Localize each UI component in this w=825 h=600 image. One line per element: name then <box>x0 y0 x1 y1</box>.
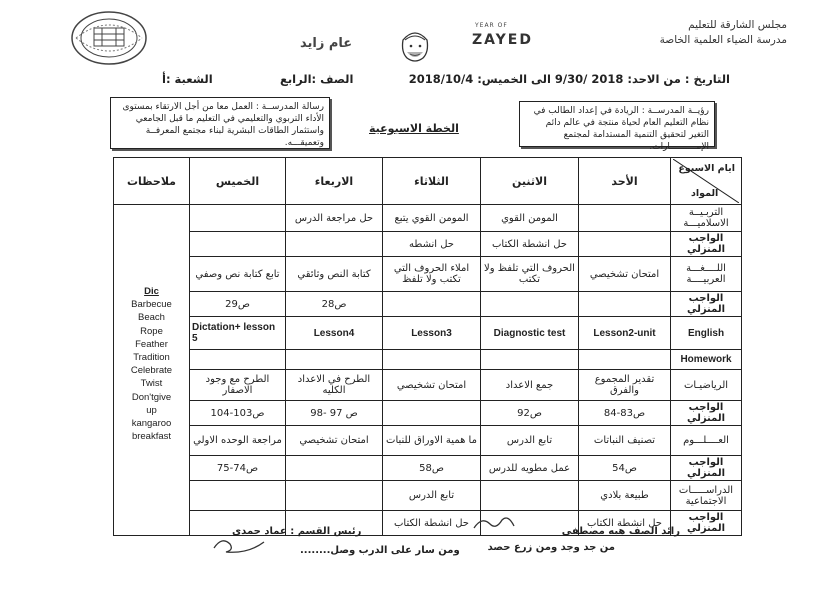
lesson-cell <box>579 205 671 232</box>
lesson-cell: املاء الحروف التي تكتب ولا تلفظ <box>383 257 481 292</box>
homework-label: الواجب المنزلي <box>671 456 742 481</box>
school-logo <box>70 10 148 66</box>
homework-cell <box>383 350 481 370</box>
lesson-cell: امتحان تشخيصي <box>579 257 671 292</box>
day-header-sun: الأحد <box>579 158 671 205</box>
homework-cell: ص83-84 <box>579 401 671 426</box>
lesson-cell: طبيعة بلادي <box>579 481 671 511</box>
table-header-row <box>114 158 742 205</box>
lesson-cell: مراجعة الوحده الاولي <box>190 426 286 456</box>
weekly-plan-table <box>113 157 742 536</box>
table-row <box>114 401 742 426</box>
table-row <box>114 317 742 350</box>
subject-arabic: اللــــغـــة العربيــــة <box>671 257 742 292</box>
lesson-cell: تصنيف النباتات <box>579 426 671 456</box>
lesson-cell: Lesson4 <box>286 317 383 350</box>
lesson-cell: كتابة النص وثائقي <box>286 257 383 292</box>
lesson-cell: امتحان تشخيصي <box>286 426 383 456</box>
lesson-cell: المومن القوي <box>481 205 579 232</box>
table-row <box>114 426 742 456</box>
subject-science: العــــلـــوم <box>671 426 742 456</box>
note-item: up <box>146 404 157 416</box>
homework-cell: ص74-75 <box>190 456 286 481</box>
quote-two: ومن سار على الدرب وصل........ <box>300 545 460 556</box>
lesson-cell: Lesson3 <box>383 317 481 350</box>
homework-label: الواجب المنزلي <box>671 511 742 536</box>
note-item: Beach <box>138 312 165 324</box>
homework-cell: حل انشطة الكتاب <box>383 511 481 536</box>
homework-cell <box>286 232 383 257</box>
homework-cell <box>481 292 579 317</box>
homework-cell <box>383 292 481 317</box>
table-row <box>114 481 742 511</box>
homework-cell: ص92 <box>481 401 579 426</box>
lesson-cell: تابع الدرس <box>383 481 481 511</box>
lesson-cell: امتحان تشخيصي <box>383 370 481 401</box>
lesson-cell: الطرح في الاعداد الكليه <box>286 370 383 401</box>
lesson-cell: تقدير المجموع والفرق <box>579 370 671 401</box>
lesson-cell <box>190 481 286 511</box>
lesson-cell: تابع الدرس <box>481 426 579 456</box>
homework-cell: حل انشطة الكتاب <box>481 232 579 257</box>
table-row <box>114 232 742 257</box>
grade-label: الصف :الرابع <box>280 72 354 86</box>
lesson-cell: Lesson2-unit <box>579 317 671 350</box>
day-header-wed: الاربعاء <box>286 158 383 205</box>
quote-one: من جد وجد ومن زرع حصد <box>487 542 615 553</box>
homework-cell: ص28 <box>286 292 383 317</box>
homework-cell: ص54 <box>579 456 671 481</box>
lesson-cell: حل مراجعة الدرس <box>286 205 383 232</box>
homework-cell: ص103-104 <box>190 401 286 426</box>
homework-cell: ص 97 -98 <box>286 401 383 426</box>
subject-islamic: التربـيــة الاسلاميـــة <box>671 205 742 232</box>
homework-label-english: Homework <box>671 350 742 370</box>
note-item: Tradition <box>133 352 170 364</box>
homework-cell <box>579 350 671 370</box>
homework-cell <box>286 456 383 481</box>
vision-box: رؤيــة المدرســة : الريادة في إعداد الطالب في نظام التعليم العام لحياة منتجة في عالم دائم التغير لتحقيق التنمية المستدامة لمجتمع الإمــــــــــارات. <box>519 101 715 147</box>
homework-cell: ص29 <box>190 292 286 317</box>
lesson-cell: الحروف التي تلفظ ولا تكتب <box>481 257 579 292</box>
homework-cell: ص58 <box>383 456 481 481</box>
notes-header: ملاحظات <box>114 158 190 205</box>
year-of-zayed-arabic: عام زايد <box>300 36 353 51</box>
zayed-portrait-icon <box>393 22 437 66</box>
school-name: مدرسة الضياء العلمية الخاصة <box>659 34 787 46</box>
note-item: Celebrate <box>130 365 173 377</box>
homework-cell: حل انشطة الكتاب <box>579 511 671 536</box>
subject-social-studies: الدراســـــات الاجتماعية <box>671 481 742 511</box>
note-item: Twist <box>140 378 163 390</box>
class-leader: رائد الصف هبه مصطفى <box>561 526 680 537</box>
day-header-tue: الثلاثاء <box>383 158 481 205</box>
table-row <box>114 292 742 317</box>
table-row <box>114 350 742 370</box>
homework-cell <box>286 350 383 370</box>
homework-label: الواجب المنزلي <box>671 292 742 317</box>
homework-cell <box>383 401 481 426</box>
council-name: مجلس الشارقة للتعليم <box>688 19 787 31</box>
lesson-cell: Diagnostic test <box>481 317 579 350</box>
day-header-thu: الخميس <box>190 158 286 205</box>
note-item: kangaroo <box>131 418 172 430</box>
note-item: breakfast <box>131 431 172 443</box>
table-row <box>114 370 742 401</box>
mission-box: رسالة المدرســة : العمل معا من أجل الارتقاء بمستوى الأداء التربوي والتعليمي في التعليم ما قبل الجامعي واستثمار الطاقات البشرية لبناء مجتمع المعرفــة وتعميقـــه. <box>110 97 330 149</box>
lesson-cell: الطرح مع وجود الاصفار <box>190 370 286 401</box>
homework-cell <box>579 232 671 257</box>
table-row <box>114 456 742 481</box>
homework-cell <box>190 350 286 370</box>
notes-cell <box>114 205 190 536</box>
lesson-cell <box>190 205 286 232</box>
department-head-signature <box>208 530 268 558</box>
year-of-label: YEAR OF <box>475 22 508 29</box>
lesson-cell: المومن القوي يتبع <box>383 205 481 232</box>
homework-cell: حل انشطه <box>383 232 481 257</box>
note-item: Don'tgive <box>131 391 172 403</box>
class-leader-signature <box>470 512 520 534</box>
lesson-cell <box>481 481 579 511</box>
homework-cell <box>579 292 671 317</box>
homework-label: الواجب المنزلي <box>671 232 742 257</box>
corner-subjects: المواد <box>691 188 719 199</box>
department-head: رئيس القسم : عماد حمدى <box>232 526 362 537</box>
lesson-cell <box>286 481 383 511</box>
section-label: الشعبة :أ <box>162 72 213 86</box>
lesson-cell: ما همية الاوراق للنبات <box>383 426 481 456</box>
zayed-label: ZAYED <box>472 32 533 48</box>
lesson-cell: تابع كتابة نص وصفي <box>190 257 286 292</box>
school-header <box>660 18 787 48</box>
homework-cell: عمل مطويه للدرس <box>481 456 579 481</box>
date-range: التاريخ : من الاحد: 2018 /9/30 الى الخميس: 2018/10/4 <box>408 72 730 86</box>
corner-days: ايام الاسبوع <box>678 163 735 174</box>
plan-title: الخطة الاسبوعية <box>369 122 459 135</box>
subject-math: الرياضيـات <box>671 370 742 401</box>
note-item: Dic <box>144 286 159 297</box>
day-header-mon: الاثنين <box>481 158 579 205</box>
note-item: Barbecue <box>131 299 172 311</box>
homework-cell <box>481 350 579 370</box>
lesson-cell: جمع الاعداد <box>481 370 579 401</box>
note-item: Rope <box>140 325 163 337</box>
table-row <box>114 257 742 292</box>
note-item: Feather <box>135 338 168 350</box>
subject-english: English <box>671 317 742 350</box>
lesson-cell: Dictation+ lesson 5 <box>190 317 286 350</box>
table-row <box>114 205 742 232</box>
homework-cell <box>190 232 286 257</box>
corner-cell <box>671 158 742 205</box>
homework-label: الواجب المنزلي <box>671 401 742 426</box>
